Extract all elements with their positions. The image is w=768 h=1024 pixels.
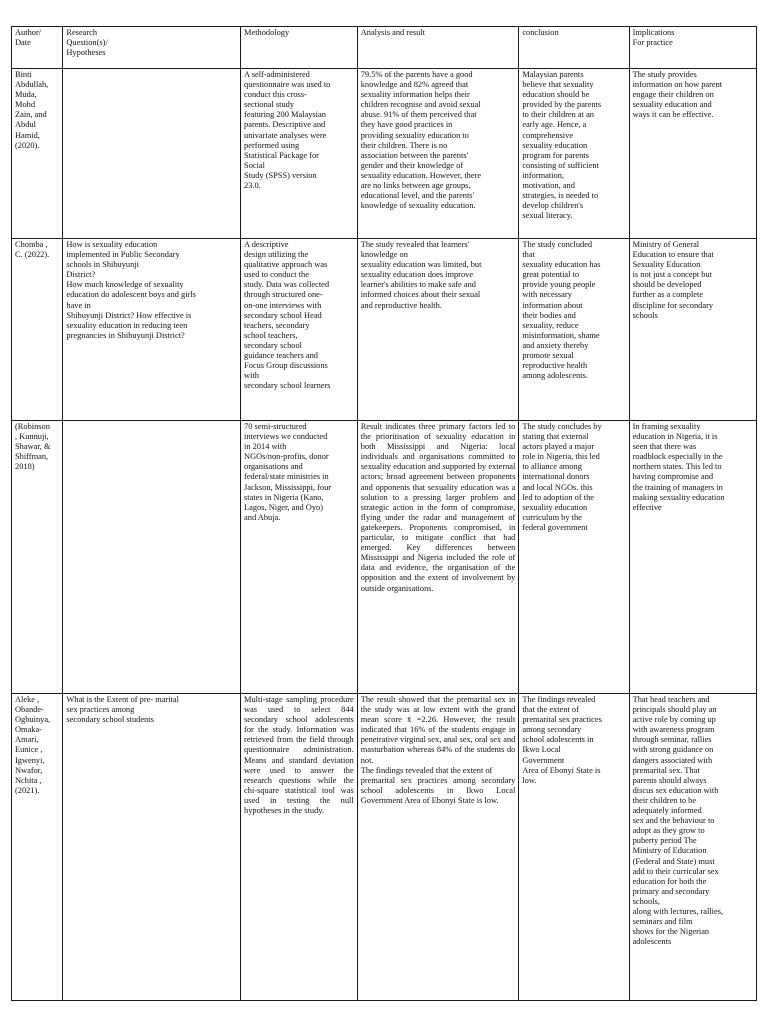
cell-methodology: A self-administered questionnaire was used to conduct this cross- sectional study featuring 200 Malaysian parents. Descriptive and univariate analyses were performed using Statistical Package for Social Study (SPSS) version 23.0. (241, 69, 358, 239)
table-row (12, 694, 757, 1001)
header-author-date: Author/ Date (12, 27, 63, 69)
cell-implications: Ministry of General Education to ensure that Sexuality Education is not just a concept but should be developed further as a complete discipline for secondary schools (629, 239, 756, 421)
cell-implications: That head teachers and principals should play an active role by coming up with awareness program through seminar, rallies with strong guidance on dangers associated with premarital sex. That parents should always discus sex education with their children to be adequately informed sex and the behaviour to adopt as they grow to puberty period The Ministry of Education (Federal and State) must add to their curricular sex education for both the primary and secondary schools, along with lectures, rallies, seminars and film shows for the Nigerian adolescents (629, 694, 756, 1001)
analysis-paragraph: The result showed that the premarital sex in the study was at low extent with the grand mean score x̄ =2.26. However, the result indicated that 16% of the students engage in penetrative virginal sex, anal sex, oral sex and masturbation whereas 84% of the students do not. (360, 695, 516, 765)
cell-methodology: Multi-stage sampling procedure was used to select 844 secondary school adolescents for the study. Information was retrieved from the field through questionnaire administration. Means and standard deviation were used to answer the research questions while the chi-square statistical tool was used in testing the null hypotheses in the study. (241, 694, 358, 1001)
cell-methodology: A descriptive design utilizing the qualitative approach was used to conduct the study. Data was collected through structured one- on-one interviews with secondary school Head teachers, secondary school teachers, secondary school guidance teachers and Focus Group discussions with secondary school learners (241, 239, 358, 421)
cell-analysis: 79.5% of the parents have a good knowledge and 82% agreed that sexuality information helps their children recognise and avoid sexual abuse. 91% of them perceived that they have good practices in providing sexuality education to their children. There is no association between the parents' gender and their knowledge of sexuality education. However, there are no links between age groups, educational level, and the parents' knowledge of sexuality education. (357, 69, 519, 239)
cell-conclusion: The study concludes by stating that external actors played a major role in Nigeria, this led to alliance among international donors and local NGOs. this led to adoption of the sexuality education curriculum by the federal government (519, 421, 629, 694)
cell-conclusion: Malaysian parents believe that sexuality education should be provided by the parents to their children at an early age. Hence, a comprehensive sexuality education program for parents consisting of sufficient information, motivation, and strategies, is needed to develop children's sexual literacy. (519, 69, 629, 239)
cell-author: Binti Abdullah, Muda, Mohd Zain, and Abdul Hamid, (2020). (12, 69, 63, 239)
table-row (12, 69, 757, 239)
header-conclusion: conclusion (519, 27, 629, 69)
table-header-row (12, 27, 757, 69)
cell-implications: In framing sexuality education in Nigeria, it is seen that there was roadblock especially in the northern states. This led to having compromise and the training of managers in making sexuality education effective (629, 421, 756, 694)
cell-methodology: 70 semi-structured interviews we conducted in 2014 with NGOs/non-profits, donor organisations and federal/state ministries in Jackson, Mississippi, four states in Nigeria (Kano, Lagos, Niger, and Oyo) and Abuja. (241, 421, 358, 694)
cell-analysis: Result indicates three primary factors led to the prioritisation of sexuality education in both Mississippi and Nigeria: local individuals and organisations committed to sexuality education and supported by external actors; broad agreement between proponents and opponents that sexuality education was a solution to a pressing larger problem and strategic action in the form of compromise, flying under the radar and management of gatekeepers. Proponents compromised, in particular, to mitigate conflict that had emerged. Key differences between Mississippi and Nigeria included the role of data and evidence, the organisation of the opposition and the extent of involvement by outside organisations. (357, 421, 519, 694)
analysis-paragraph: The findings revealed that the extent of premarital sex practices among secondary school adolescents in Ikwo Local Government Area of Ebonyi State is low. (360, 765, 516, 805)
table-row (12, 421, 757, 694)
header-implications: Implications For practice (629, 27, 756, 69)
cell-research (63, 421, 241, 694)
cell-implications: The study provides information on how parent engage their children on sexuality education and ways it can be effective. (629, 69, 756, 239)
cell-conclusion: The study concluded that sexuality education has great potential to provide young people with necessary information about their bodies and sexuality, reduce misinformation, shame and anxiety thereby promote sexual reproductive health among adolescents. (519, 239, 629, 421)
table-row (12, 239, 757, 421)
cell-conclusion: The findings revealed that the extent of premarital sex practices among secondary school adolescents in Ikwo Local Government Area of Ebonyi State is low. (519, 694, 629, 1001)
header-analysis-result: Analysis and result (357, 27, 519, 69)
cell-author: Aleke , Obande- Ogbuinya, Omaka- Amari, Eunice , Igwenyi, Nwafor, Nchita , (2021). (12, 694, 63, 1001)
cell-author: (Robinson , Kunnuji, Shawar, & Shiffman, 2018) (12, 421, 63, 694)
cell-author: Chomba , C. (2022). (12, 239, 63, 421)
cell-research: How is sexuality education implemented in Public Secondary schools in Shibuyunji District? How much knowledge of sexuality education do adolescent boys and girls have in Shibuyunji District? How effective is sexuality education in reducing teen pregnancies in Shibuyunji District? (63, 239, 241, 421)
cell-analysis (357, 694, 519, 1001)
cell-analysis: The study revealed that learners' knowledge on sexuality education was limited, but sexuality education does improve learner's abilities to make safe and informed choices about their sexual and reproductive health. (357, 239, 519, 421)
literature-review-table (11, 26, 757, 1001)
header-methodology: Methodology (241, 27, 358, 69)
cell-research: What is the Extent of pre- marital sex practices among secondary school students (63, 694, 241, 1001)
header-research-questions: Research Question(s)/ Hypotheses (63, 27, 241, 69)
cell-research (63, 69, 241, 239)
